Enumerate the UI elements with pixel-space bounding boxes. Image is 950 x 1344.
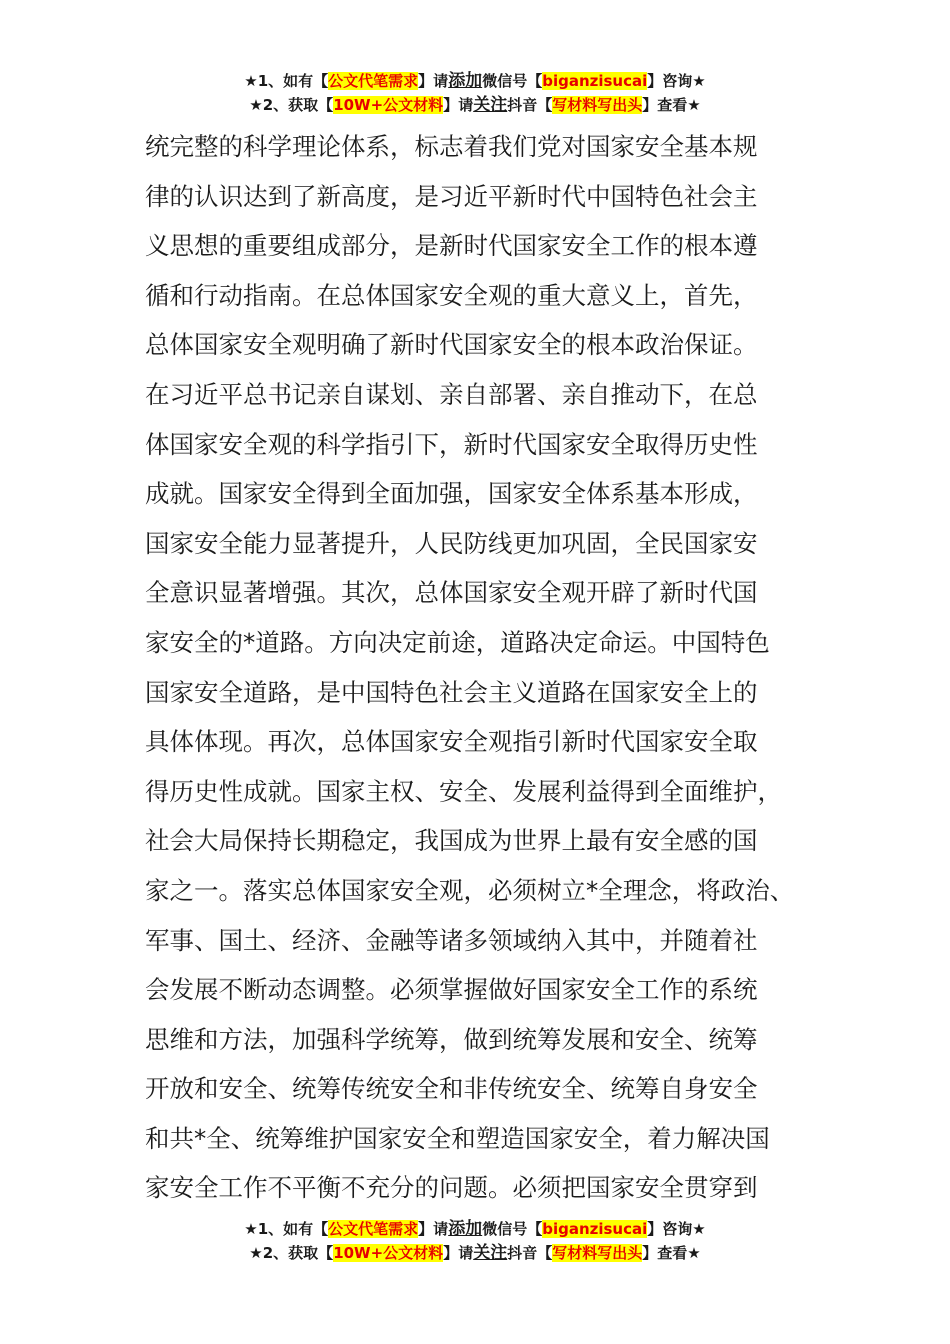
banner-text: ★2、获取【 <box>249 96 334 114</box>
document-body <box>145 122 825 1213</box>
body-line: 全意识显著增强。其次，总体国家安全观开辟了新时代国 <box>145 578 758 608</box>
banner-text: 】咨询★ <box>647 72 706 90</box>
banner-highlight: 10W+公文材料 <box>333 1244 444 1262</box>
body-line: 家安全的*道路。方向决定前途，道路决定命运。中国特色 <box>145 627 770 657</box>
body-line: 在习近平总书记亲自谋划、亲自部署、亲自推动下，在总 <box>145 379 758 409</box>
body-line: 国家安全道路，是中国特色社会主义道路在国家安全上的 <box>145 677 758 707</box>
banner-text: ★1、如有【 <box>244 1220 329 1238</box>
banner-text: ★1、如有【 <box>244 72 329 90</box>
banner-underline: 关注 <box>473 95 508 115</box>
body-line: 总体国家安全观明确了新时代国家安全的根本政治保证。 <box>145 330 758 360</box>
body-line: 家安全工作不平衡不充分的问题。必须把国家安全贯穿到 <box>145 1173 758 1203</box>
banner-text: 】请 <box>418 1220 449 1238</box>
banner-text: 抖音【 <box>507 1244 553 1262</box>
banner-highlight-wechat-id: biganzisucai <box>542 1220 648 1238</box>
footer-banner <box>0 1217 950 1265</box>
banner-text: 】请 <box>443 1244 474 1262</box>
body-line: 国家安全能力显著提升，人民防线更加巩固，全民国家安 <box>145 528 758 558</box>
body-line: 思维和方法，加强科学统筹，做到统筹发展和安全、统筹 <box>145 1024 758 1054</box>
banner-text: 微信号【 <box>482 1220 543 1238</box>
body-line: 家之一。落实总体国家安全观，必须树立*全理念，将政治、 <box>145 875 795 905</box>
body-line: 循和行动指南。在总体国家安全观的重大意义上，首先， <box>145 280 758 310</box>
body-line: 具体体现。再次，总体国家安全观指引新时代国家安全取 <box>145 727 758 757</box>
banner-text: 抖音【 <box>507 96 553 114</box>
banner-underline: 关注 <box>473 1243 508 1263</box>
banner-highlight-wechat-id: biganzisucai <box>542 72 648 90</box>
banner-text: 】查看★ <box>642 1244 701 1262</box>
body-line: 得历史性成就。国家主权、安全、发展利益得到全面维护， <box>145 776 782 806</box>
banner-underline: 添加 <box>448 1219 483 1239</box>
body-line: 军事、国土、经济、金融等诸多领域纳入其中，并随着社 <box>145 925 758 955</box>
banner-highlight-douyin-id: 写材料写出头 <box>552 96 643 114</box>
body-line: 会发展不断动态调整。必须掌握做好国家安全工作的系统 <box>145 975 758 1005</box>
body-line: 成就。国家安全得到全面加强，国家安全体系基本形成， <box>145 479 758 509</box>
header-banner <box>0 69 950 117</box>
body-line: 和共*全、统筹维护国家安全和塑造国家安全，着力解决国 <box>145 1123 770 1153</box>
banner-highlight: 公文代笔需求 <box>328 72 419 90</box>
banner-line-1 <box>0 1217 950 1241</box>
banner-text: 微信号【 <box>482 72 543 90</box>
body-line: 社会大局保持长期稳定，我国成为世界上最有安全感的国 <box>145 826 758 856</box>
banner-text: 】咨询★ <box>647 1220 706 1238</box>
body-line: 义思想的重要组成部分，是新时代国家安全工作的根本遵 <box>145 231 758 261</box>
body-line: 统完整的科学理论体系，标志着我们党对国家安全基本规 <box>145 132 758 161</box>
banner-text: 】请 <box>418 72 449 90</box>
banner-highlight: 10W+公文材料 <box>333 96 444 114</box>
banner-text: 】查看★ <box>642 96 701 114</box>
banner-line-1 <box>0 69 950 93</box>
banner-underline: 添加 <box>448 71 483 91</box>
banner-text: ★2、获取【 <box>249 1244 334 1262</box>
banner-text: 】请 <box>443 96 474 114</box>
body-line: 律的认识达到了新高度，是习近平新时代中国特色社会主 <box>145 181 758 211</box>
body-line: 开放和安全、统筹传统安全和非传统安全、统筹自身安全 <box>145 1074 758 1104</box>
body-line: 体国家安全观的科学指引下，新时代国家安全取得历史性 <box>145 429 758 459</box>
banner-highlight: 公文代笔需求 <box>328 1220 419 1238</box>
banner-highlight-douyin-id: 写材料写出头 <box>552 1244 643 1262</box>
banner-line-2 <box>0 93 950 117</box>
banner-line-2 <box>0 1241 950 1265</box>
